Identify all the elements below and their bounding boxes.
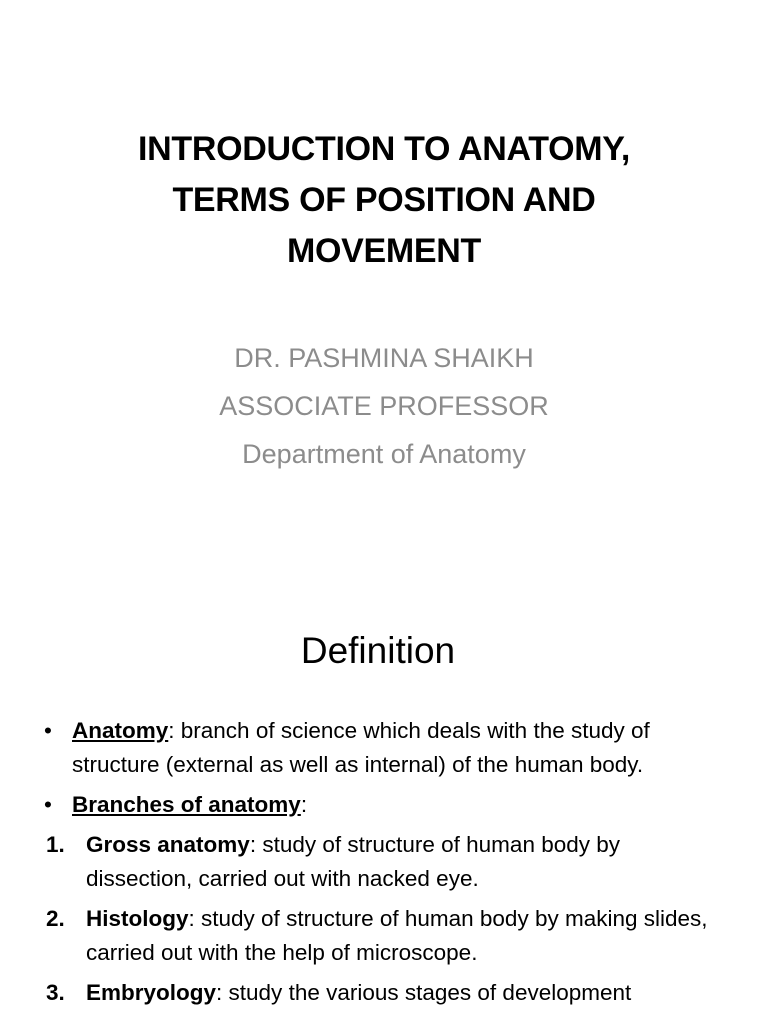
definition-anatomy: : branch of science which deals with the study of structure (external as well as internal) of the human body. <box>72 718 650 777</box>
item-number: 1. <box>46 832 65 857</box>
slide-title: Definition <box>300 630 456 671</box>
title-line-1: INTRODUCTION TO ANATOMY, <box>137 130 631 168</box>
presenter-name: DR. PASHMINA SHAIKH <box>234 343 534 373</box>
term-histology: Histology <box>86 906 189 931</box>
slide-content <box>42 714 732 1016</box>
numbered-item-histology <box>42 902 732 970</box>
presentation-title <box>60 124 708 277</box>
bullet-item-branches <box>42 788 732 822</box>
presenter-info <box>60 334 708 478</box>
presenter-department: Department of Anatomy <box>242 439 526 469</box>
bullet-marker: • <box>44 718 52 743</box>
item-number: 2. <box>46 906 65 931</box>
bullet-marker: • <box>44 792 52 817</box>
definition-embryology: : study the various stages of development <box>216 980 632 1005</box>
term-anatomy: Anatomy <box>72 718 169 743</box>
numbered-item-embryology <box>42 976 732 1010</box>
definition-gross-anatomy: : study of structure of human body by dissection, carried out with nacked eye. <box>86 832 621 891</box>
term-embryology: Embryology <box>86 980 217 1005</box>
item-number: 3. <box>46 980 65 1005</box>
bullet-item-anatomy <box>42 714 732 782</box>
title-line-2: TERMS OF POSITION AND <box>172 181 596 219</box>
definition-slide <box>0 576 768 1024</box>
presenter-position: ASSOCIATE PROFESSOR <box>219 391 549 421</box>
definition-histology: : study of structure of human body by making slides, carried out with the help of microscope. <box>86 906 708 965</box>
term-gross-anatomy: Gross anatomy <box>86 832 250 857</box>
title-line-3: MOVEMENT <box>286 232 482 270</box>
term-branches: Branches of anatomy <box>72 792 301 817</box>
definition-branches: : <box>300 792 308 817</box>
numbered-item-gross-anatomy <box>42 828 732 896</box>
